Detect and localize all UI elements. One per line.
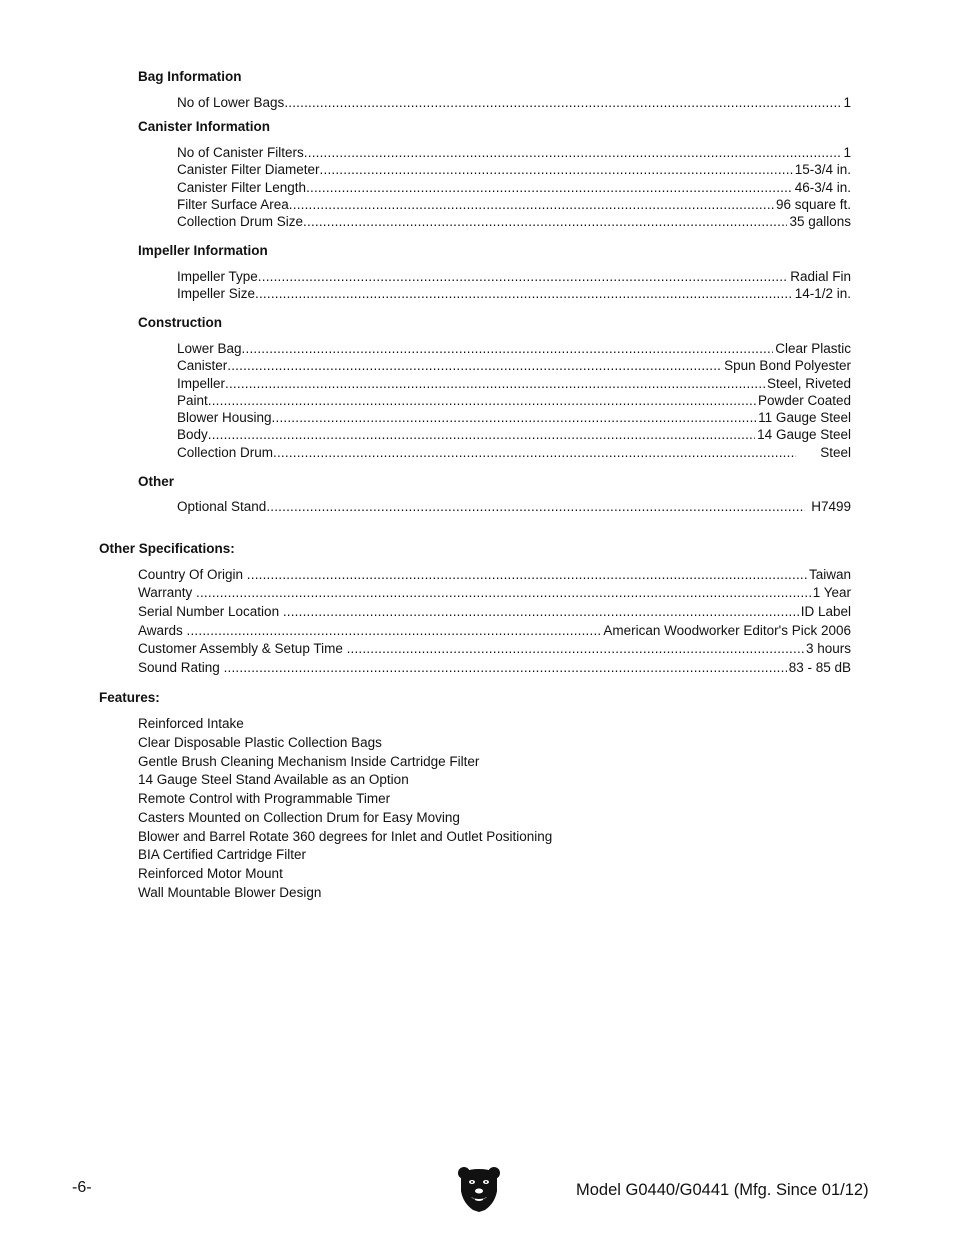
spec-row [177,357,851,374]
spec-row [138,603,851,620]
features-heading: Features: [99,690,160,705]
spec-row [177,161,851,178]
bear-head-logo-icon [457,1165,501,1213]
spec-label: Impeller Type [177,269,258,284]
feature-item: Reinforced Motor Mount [138,866,283,881]
spec-value: 14-1/2 in. [794,286,851,301]
spec-value: 83 - 85 dB [788,660,851,675]
leader-dots [273,444,796,461]
spec-value: Powder Coated [757,393,851,408]
leader-dots [266,498,805,515]
leader-dots [208,426,755,443]
spec-value: Radial Fin [790,269,851,284]
spec-label: Serial Number Location [138,604,283,619]
feature-item: Gentle Brush Cleaning Mechanism Inside Cartridge Filter [138,754,480,769]
spec-label: No of Canister Filters [177,145,304,160]
feature-item: 14 Gauge Steel Stand Available as an Option [138,772,409,787]
spec-row [177,268,851,285]
spec-value: 3 hours [805,641,851,656]
spec-label: Blower Housing [177,410,272,425]
spec-value: 46-3/4 in. [794,180,851,195]
other-heading: Other [138,474,175,489]
spec-row [138,566,851,583]
leader-dots [303,213,787,230]
spec-label: Collection Drum [177,445,274,460]
spec-row [138,622,851,639]
construction-heading: Construction [138,315,222,330]
leader-dots [242,340,774,357]
spec-value: Spun Bond Polyester [724,358,851,373]
spec-row [177,392,851,409]
leader-dots [187,622,602,639]
spec-row [177,426,851,443]
spec-row [177,340,851,357]
spec-label: Optional Stand [177,499,267,514]
spec-label: Canister [177,358,228,373]
spec-value: Taiwan [808,567,851,582]
spec-label: Warranty [138,585,197,600]
feature-item: BIA Certified Cartridge Filter [138,847,307,862]
spec-label: Customer Assembly & Setup Time [138,641,347,656]
leader-dots [289,196,774,213]
leader-dots [284,94,841,111]
leader-dots [272,409,757,426]
spec-value: 1 Year [812,585,851,600]
spec-row [177,498,851,515]
impeller-info-heading: Impeller Information [138,243,268,258]
spec-row [177,444,851,461]
spec-row [177,213,851,230]
leader-dots [255,285,793,302]
spec-label: Collection Drum Size [177,214,304,229]
spec-value: H7499 [811,499,851,514]
spec-value: 15-3/4 in. [794,162,851,177]
spec-value: ID Label [800,604,851,619]
feature-item: Blower and Barrel Rotate 360 degrees for Inlet and Outlet Positioning [138,829,553,844]
leader-dots [247,566,807,583]
spec-label: Impeller Size [177,286,256,301]
spec-value: Steel [820,445,851,460]
leader-dots [347,640,804,657]
spec-value: 11 Gauge Steel [758,410,851,425]
canister-info-heading: Canister Information [138,119,271,134]
spec-row [138,584,851,601]
feature-item: Reinforced Intake [138,716,244,731]
spec-value: Clear Plastic [775,341,851,356]
leader-dots [304,144,842,161]
leader-dots [320,161,793,178]
spec-row [177,285,851,302]
spec-row [177,179,851,196]
model-footer: Model G0440/G0441 (Mfg. Since 01/12) [576,1181,869,1199]
spec-label: Body [177,427,208,442]
leader-dots [225,375,765,392]
feature-item: Remote Control with Programmable Timer [138,791,391,806]
leader-dots [306,179,793,196]
feature-item: Wall Mountable Blower Design [138,885,322,900]
spec-value: 1 [843,145,851,160]
leader-dots [283,603,799,620]
spec-value: 14 Gauge Steel [757,427,851,442]
spec-value: 96 square ft. [775,197,851,212]
page-number: -6- [72,1179,92,1196]
spec-value: 1 [843,95,851,110]
spec-row [177,409,851,426]
spec-label: Country Of Origin [138,567,247,582]
spec-label: No of Lower Bags [177,95,285,110]
feature-item: Clear Disposable Plastic Collection Bags [138,735,382,750]
spec-label: Canister Filter Diameter [177,162,320,177]
leader-dots [208,392,756,409]
bag-info-heading: Bag Information [138,69,242,84]
spec-label: Canister Filter Length [177,180,307,195]
spec-row [177,144,851,161]
spec-label: Sound Rating [138,660,224,675]
spec-value: American Woodworker Editor's Pick 2006 [603,623,851,638]
spec-row [177,375,851,392]
spec-label: Lower Bag [177,341,242,356]
spec-label: Paint [177,393,208,408]
spec-label: Filter Surface Area [177,197,289,212]
spec-row [138,640,851,657]
spec-row [138,659,851,676]
spec-row [177,196,851,213]
leader-dots [224,659,787,676]
spec-value: 35 gallons [789,214,851,229]
spec-label: Impeller [177,376,226,391]
other-specifications-heading: Other Specifications: [99,541,235,556]
spec-label: Awards [138,623,187,638]
feature-item: Casters Mounted on Collection Drum for Easy Moving [138,810,460,825]
leader-dots [258,268,788,285]
spec-row [177,94,851,111]
leader-dots [227,357,722,374]
leader-dots [196,584,811,601]
spec-value: Steel, Riveted [766,376,851,391]
